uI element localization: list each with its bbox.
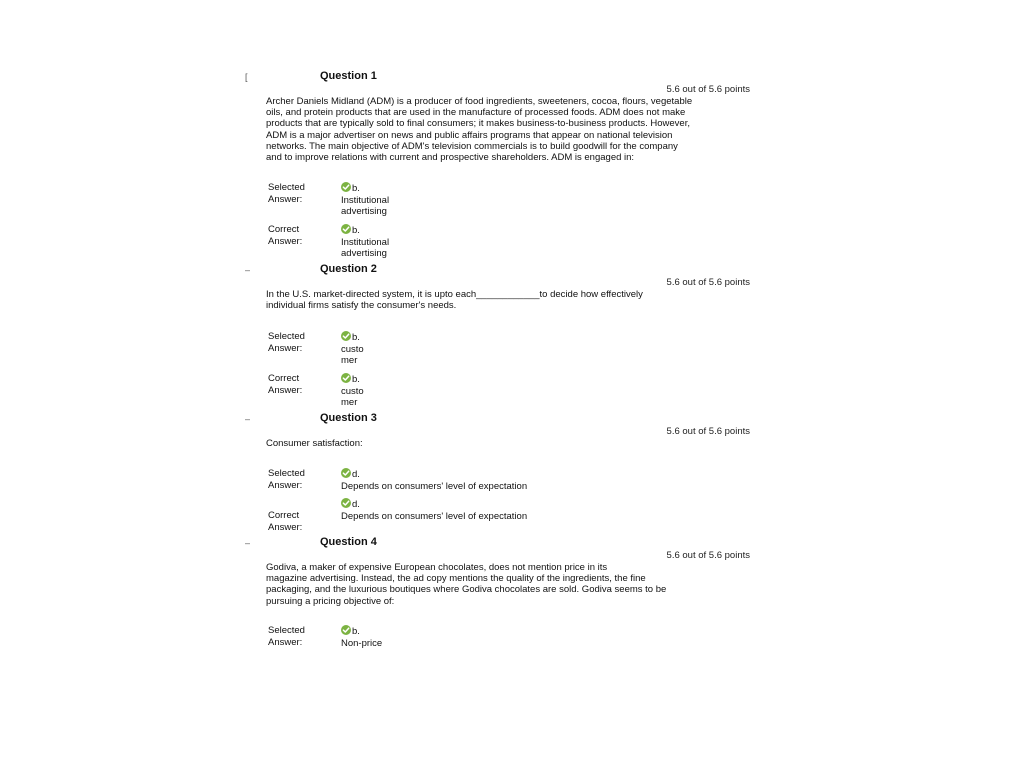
correct-answer-label <box>268 373 328 396</box>
label-line: Correct <box>268 373 300 384</box>
selected-answer-value <box>341 182 389 218</box>
answer-letter-line <box>341 468 527 481</box>
answer-letter-line <box>341 182 389 195</box>
answer-text-line: Depends on consumers' level of expectation <box>341 480 528 492</box>
check-circle-icon <box>341 498 351 508</box>
selected-answer-label <box>268 182 328 205</box>
answer-letter: d. <box>352 499 360 510</box>
selected-answer-label <box>268 468 328 491</box>
answer-text-line: advertising <box>341 248 387 259</box>
question-text-line: pursuing a pricing objective of: <box>266 595 395 607</box>
question-text-line: Consumer satisfaction: <box>266 438 363 449</box>
question-text-line: ADM is a major advertiser on news and public affairs programs that appear on national television <box>266 129 673 141</box>
question-text-line: magazine advertising. Instead, the ad copy mentions the quality of the ingredients, the fine <box>266 573 646 585</box>
label-line: Answer: <box>268 521 303 533</box>
answer-letter: b. <box>352 225 360 236</box>
question-title: Question 3 <box>320 412 377 424</box>
label-line: Selected <box>268 625 305 636</box>
label-line: Answer: <box>268 193 303 205</box>
answer-text-line: Institutional <box>341 236 390 248</box>
question-text <box>266 438 363 449</box>
answer-letter: b. <box>352 626 360 637</box>
answer-letter-line <box>341 373 364 386</box>
selected-answer-value <box>341 468 527 492</box>
label-line: Answer: <box>268 479 303 491</box>
selected-answer-value <box>341 331 364 367</box>
question-marker: – <box>245 414 251 424</box>
question-4 <box>245 536 755 656</box>
label-line: Answer: <box>268 384 303 396</box>
correct-answer-label <box>268 224 328 247</box>
question-title: Question 4 <box>320 536 377 548</box>
label-line: Correct <box>268 510 300 521</box>
check-circle-icon <box>341 373 351 383</box>
question-points: 5.6 out of 5.6 points <box>666 550 750 561</box>
question-points: 5.6 out of 5.6 points <box>666 277 750 288</box>
selected-answer-label <box>268 331 328 354</box>
question-marker: [ <box>245 72 248 82</box>
question-marker: – <box>245 538 251 548</box>
check-circle-icon <box>341 625 351 635</box>
question-title: Question 1 <box>320 70 377 82</box>
label-line: Answer: <box>268 636 303 648</box>
question-text <box>266 562 666 607</box>
correct-answer-value <box>341 498 527 522</box>
question-text-line: networks. The main objective of ADM's television commercials is to build goodwill for the company <box>266 140 678 152</box>
selected-answer-label <box>268 625 328 648</box>
question-text <box>266 289 643 311</box>
answer-text-line: Institutional <box>341 194 390 206</box>
question-text-line: In the U.S. market-directed system, it is upto each____________to decide how effectively <box>266 289 643 300</box>
answer-letter-line <box>341 224 389 237</box>
question-text-line: oils, and protein products that are used in the manufacture of processed foods. ADM does not make <box>266 107 686 119</box>
label-line: Selected <box>268 331 305 342</box>
question-points: 5.6 out of 5.6 points <box>666 84 750 95</box>
answer-text-line: custo <box>341 385 364 397</box>
check-circle-icon <box>341 331 351 341</box>
selected-answer-value <box>341 625 382 649</box>
question-text-line: Godiva, a maker of expensive European chocolates, does not mention price in its <box>266 562 608 573</box>
correct-answer-value <box>341 224 389 260</box>
correct-answer-label <box>268 510 328 533</box>
answer-letter-line <box>341 331 364 344</box>
check-circle-icon <box>341 224 351 234</box>
question-2 <box>245 263 755 411</box>
question-title: Question 2 <box>320 263 377 275</box>
answer-text-line: custo <box>341 343 364 355</box>
check-circle-icon <box>341 468 351 478</box>
correct-answer-value <box>341 373 364 409</box>
question-text-line: Archer Daniels Midland (ADM) is a producer of food ingredients, sweeteners, cocoa, flours, vegetable <box>266 96 693 107</box>
question-text-line: packaging, and the luxurious boutiques where Godiva chocolates are sold. Godiva seems to be <box>266 584 667 596</box>
check-circle-icon <box>341 182 351 192</box>
answer-text-line: Depends on consumers' level of expectation <box>341 510 528 522</box>
answer-letter-line <box>341 625 382 638</box>
answer-letter: d. <box>352 469 360 480</box>
label-line: Answer: <box>268 342 303 354</box>
answer-text-line: advertising <box>341 206 387 217</box>
question-text <box>266 96 692 163</box>
question-text-line: individual firms satisfy the consumer's needs. <box>266 300 457 312</box>
question-3 <box>245 412 755 534</box>
answer-text-line: mer <box>341 397 358 408</box>
question-text-line: products that are typically sold to final consumers; it makes business-to-business products. However, <box>266 118 690 130</box>
question-text-line: and to improve relations with current and prospective shareholders. ADM is engaged in: <box>266 152 635 164</box>
question-points: 5.6 out of 5.6 points <box>666 426 750 437</box>
question-marker: – <box>245 265 251 275</box>
answer-letter: b. <box>352 183 360 194</box>
answer-letter: b. <box>352 332 360 343</box>
label-line: Answer: <box>268 235 303 247</box>
label-line: Selected <box>268 468 305 479</box>
answer-text-line: Non-price <box>341 637 383 649</box>
label-line: Correct <box>268 224 300 235</box>
question-1 <box>245 70 755 265</box>
answer-letter-line <box>341 498 527 511</box>
label-line: Selected <box>268 182 305 193</box>
answer-letter: b. <box>352 374 360 385</box>
answer-text-line: mer <box>341 355 358 366</box>
